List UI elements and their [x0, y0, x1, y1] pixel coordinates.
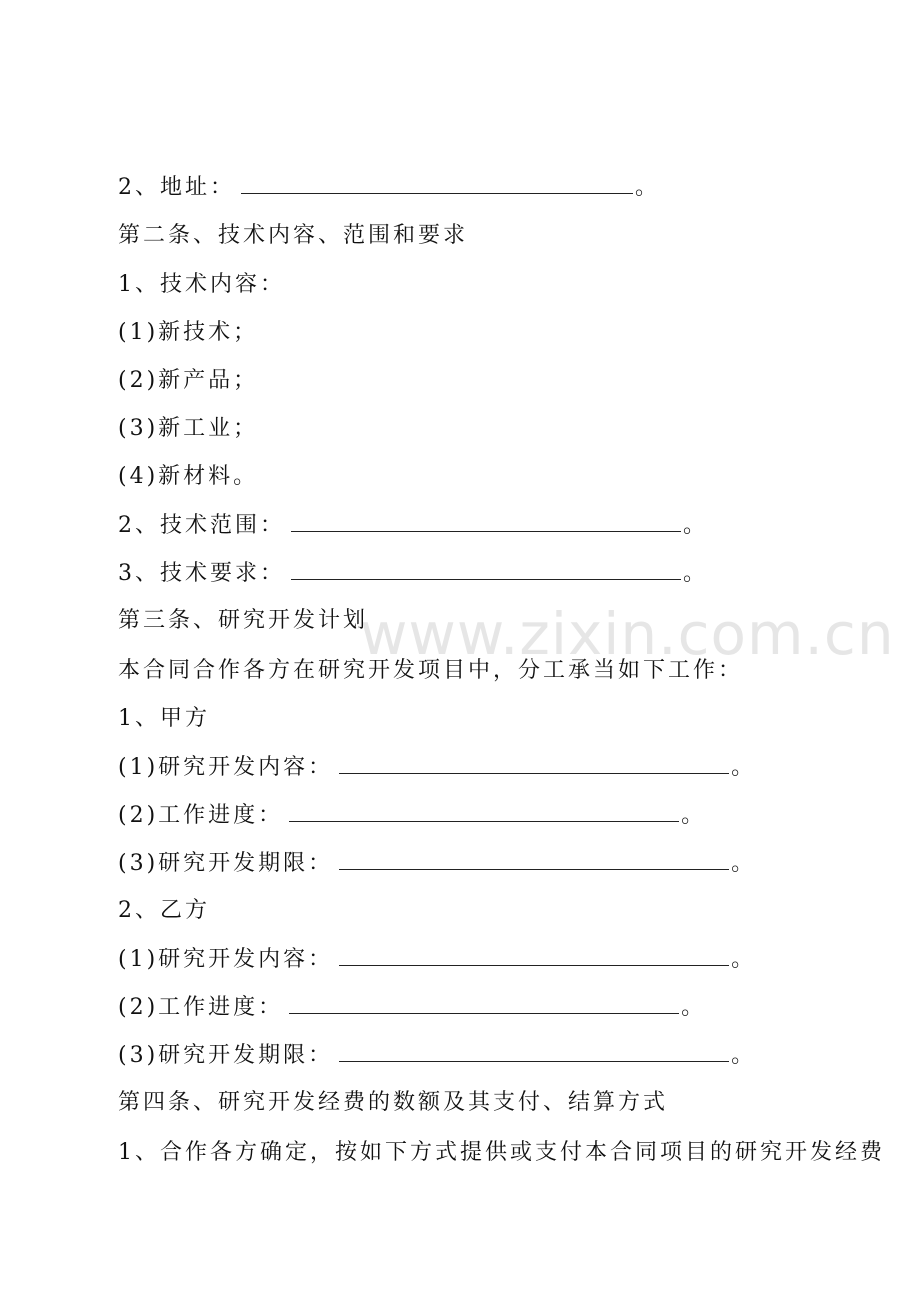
party-a-content-line	[118, 753, 756, 782]
funding-paragraph: 1、合作各方确定，按如下方式提供或支付本合同项目的研究开发经费	[118, 1140, 885, 1165]
party-a-term-line	[118, 849, 756, 878]
line-suffix: 。	[731, 851, 757, 876]
line-suffix: 。	[681, 803, 707, 828]
line-suffix: 。	[681, 995, 707, 1020]
line-suffix: 。	[731, 755, 757, 780]
blank-field	[289, 801, 679, 822]
line-suffix: 。	[635, 175, 661, 200]
line-label: (3)研究开发期限：	[118, 851, 334, 876]
party-b-heading: 2、乙方	[118, 898, 210, 923]
party-a-heading: 1、甲方	[118, 706, 210, 731]
party-a-progress-line	[118, 801, 706, 830]
party-b-term-line	[118, 1041, 756, 1070]
blank-field	[291, 511, 681, 532]
list-item: (3)新工业；	[118, 416, 259, 441]
blank-field	[241, 173, 633, 194]
blank-field	[339, 849, 729, 870]
blank-field	[339, 945, 729, 966]
line-label: (2)工作进度：	[118, 803, 284, 828]
line-label: (2)工作进度：	[118, 995, 284, 1020]
line-suffix: 。	[731, 947, 757, 972]
line-label: 2、技术范围：	[118, 513, 285, 538]
blank-field	[291, 559, 681, 580]
line-suffix: 。	[683, 561, 709, 586]
list-item: (4)新材料。	[118, 464, 259, 489]
line-suffix: 。	[683, 513, 709, 538]
blank-field	[289, 993, 679, 1014]
party-b-content-line	[118, 945, 756, 974]
article-three-heading: 第三条、研究开发计划	[118, 608, 369, 633]
watermark: www.zixin.com.cn	[360, 600, 895, 668]
line-label: 3、技术要求：	[118, 561, 285, 586]
tech-content-heading: 1、技术内容：	[118, 272, 285, 297]
article-four-heading: 第四条、研究开发经费的数额及其支付、结算方式	[118, 1090, 669, 1115]
party-b-progress-line	[118, 993, 706, 1022]
list-item: (2)新产品；	[118, 368, 259, 393]
division-paragraph: 本合同合作各方在研究开发项目中，分工承当如下工作：	[118, 658, 744, 683]
address-line	[118, 173, 660, 202]
article-two-heading: 第二条、技术内容、范围和要求	[118, 223, 469, 248]
blank-field	[339, 1041, 729, 1062]
line-label: 2、地址：	[118, 175, 235, 200]
line-label: (1)研究开发内容：	[118, 755, 334, 780]
list-item: (1)新技术；	[118, 320, 259, 345]
tech-requirement-line	[118, 559, 708, 588]
tech-scope-line	[118, 511, 708, 540]
blank-field	[339, 753, 729, 774]
line-suffix: 。	[731, 1043, 757, 1068]
line-label: (1)研究开发内容：	[118, 947, 334, 972]
line-label: (3)研究开发期限：	[118, 1043, 334, 1068]
